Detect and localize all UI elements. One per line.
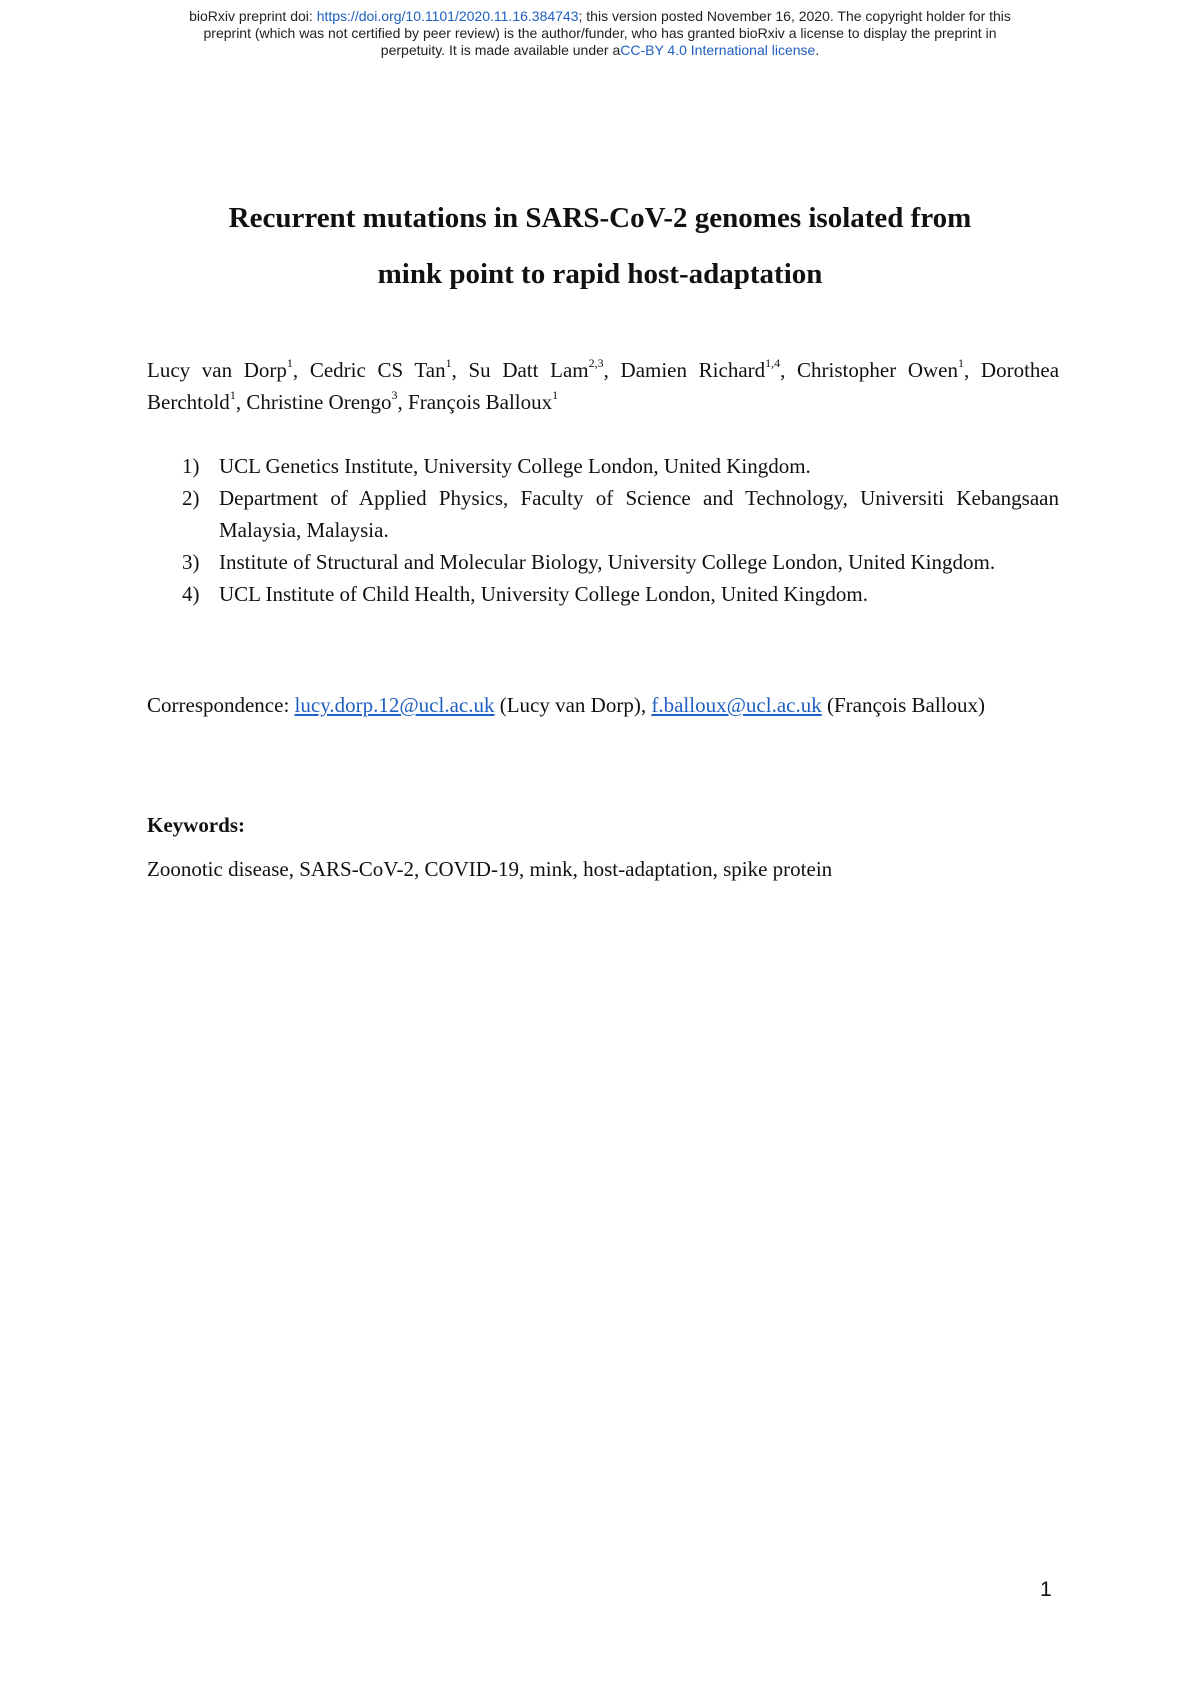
email-link-van-dorp[interactable]: lucy.dorp.12@ucl.ac.uk (294, 693, 495, 717)
affiliation-text: Institute of Structural and Molecular Biology, University College London, United Kingdom. (219, 550, 996, 574)
author-name: Christine Orengo (246, 390, 392, 414)
keywords-list: Zoonotic disease, SARS-CoV-2, COVID-19, mink, host-adaptation, spike protein (147, 857, 833, 881)
affiliation-text: Department of Applied Physics, Faculty of Science and Technology, Universiti Kebangsaan Malaysia, Malaysia. (219, 486, 1059, 542)
author-name: Damien Richard (620, 358, 766, 382)
author-separator: , (780, 358, 798, 382)
affiliation-number: 1) (182, 454, 200, 478)
author-affiliation-marker: 1 (958, 356, 965, 370)
header-period: . (815, 42, 820, 58)
affiliation-list (147, 450, 1059, 610)
affiliation-text: UCL Genetics Institute, University College London, United Kingdom. (219, 454, 811, 478)
header-line-2: preprint (which was not certified by peer review) is the author/funder, who has granted bioRxiv a license to display the preprint in (203, 25, 997, 41)
doi-link[interactable]: https://doi.org/10.1101/2020.11.16.384743 (316, 8, 579, 24)
author-affiliation-marker: 1 (552, 388, 559, 402)
affiliation-text: UCL Institute of Child Health, University College London, United Kingdom. (219, 582, 868, 606)
author-name: Dorothea Berchtold (147, 358, 1060, 414)
header-line-3 (0, 42, 1200, 59)
author-name: Lucy van Dorp (147, 358, 287, 382)
correspondence-label: Correspondence: (147, 693, 295, 717)
affiliation-item (147, 546, 1059, 578)
author-name: Christopher Owen (797, 358, 959, 382)
author-affiliation-marker: 3 (391, 388, 398, 402)
correspondence (147, 684, 1059, 726)
author-separator: , (235, 390, 247, 414)
author-list (147, 354, 1059, 418)
affiliation-number: 4) (182, 582, 200, 606)
header-line-1 (0, 8, 1200, 25)
author-name: Cedric CS Tan (309, 358, 446, 382)
paper-title (0, 190, 1200, 302)
keywords-heading: Keywords: (147, 813, 245, 837)
correspondence-name-van-dorp: (Lucy van Dorp), (494, 693, 652, 717)
preprint-header (0, 8, 1200, 59)
author-separator: , (292, 358, 310, 382)
email-link-balloux[interactable]: f.balloux@ucl.ac.uk (651, 693, 822, 717)
header-doi-label: bioRxiv preprint doi: (189, 8, 317, 24)
author-separator: , (451, 358, 469, 382)
author-name: Su Datt Lam (468, 358, 589, 382)
affiliation-item (147, 450, 1059, 482)
author-separator: , (397, 390, 409, 414)
author-affiliation-marker: 1 (229, 388, 236, 402)
author-affiliation-marker: 1 (445, 356, 452, 370)
affiliation-item (147, 482, 1059, 546)
title-line-2: mink point to rapid host-adaptation (377, 258, 823, 290)
affiliation-item (147, 578, 1059, 610)
author-separator: , (964, 358, 981, 382)
correspondence-name-balloux: (François Balloux) (821, 693, 986, 717)
header-license-label: perpetuity. It is made available under a (380, 42, 621, 58)
license-link[interactable]: CC-BY 4.0 International license (620, 42, 816, 58)
author-affiliation-marker: 2,3 (588, 356, 604, 370)
author-affiliation-marker: 1 (286, 356, 293, 370)
author-name: François Balloux (408, 390, 553, 414)
header-posted-text: ; this version posted November 16, 2020. The copyright holder for this (578, 8, 1011, 24)
affiliation-number: 2) (182, 486, 200, 510)
affiliation-number: 3) (182, 550, 200, 574)
title-line-1: Recurrent mutations in SARS-CoV-2 genomes isolated from (228, 202, 972, 234)
author-separator: , (603, 358, 621, 382)
author-affiliation-marker: 1,4 (765, 356, 781, 370)
page-number: 1 (1040, 1578, 1052, 1601)
